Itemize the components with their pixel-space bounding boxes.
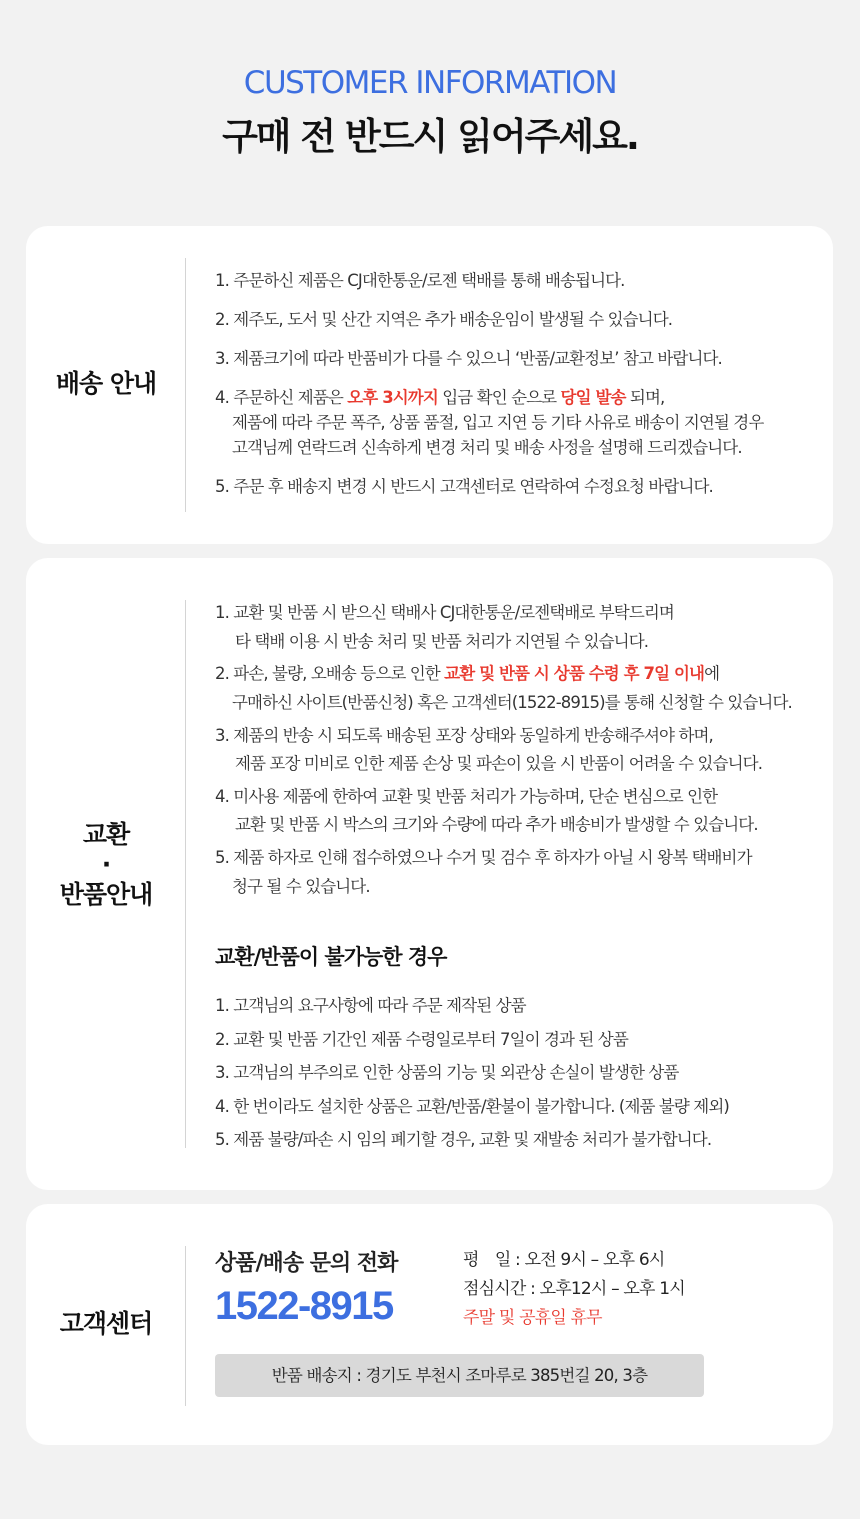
not-allowed-heading: 교환/반품이 불가능한 경우 bbox=[215, 945, 447, 970]
list-item: 5. 제품 불량/파손 시 임의 폐기할 경우, 교환 및 재발송 처리가 불가합니다. bbox=[215, 1130, 712, 1150]
list-item: 1. 고객님의 요구사항에 따라 주문 제작된 상품 bbox=[215, 996, 526, 1016]
return-address-box: 반품 배송지 : 경기도 부천시 조마루로 385번길 20, 3층 bbox=[215, 1354, 704, 1397]
list-item: 4. 주문하신 제품은 오후 3시까지 입금 확인 순으로 당일 발송 되며, 제품에 따라 주문 폭주, 상품 품절, 입고 지연 등 기타 사유로 배송이 지연될 경우 고객님께 연락드려 신속하게 변경 처리 및 배송 사정을 설명해 드리겠습니다. bbox=[215, 388, 764, 457]
list-item: 1. 주문하신 제품은 CJ대한통운/로젠 택배를 통해 배송됩니다. bbox=[215, 271, 625, 290]
customer-center-label: 고객센터 bbox=[59, 1309, 153, 1338]
exchange-list bbox=[215, 599, 819, 901]
list-item: 3. 제품크기에 따라 반품비가 다를 수 있으니 ‘반품/교환정보’ 참고 바랍니다. bbox=[215, 349, 722, 368]
exchange-return-card bbox=[26, 558, 833, 1190]
list-item: 5. 주문 후 배송지 변경 시 반드시 고객센터로 연락하여 수정요청 바랍니다. bbox=[215, 477, 713, 496]
highlight-deadline: 오후 3시까지 bbox=[347, 388, 438, 407]
list-item: 2. 교환 및 반품 기간인 제품 수령일로부터 7일이 경과 된 상품 bbox=[215, 1029, 628, 1049]
phone-number[interactable]: 1522-8915 bbox=[215, 1284, 393, 1328]
list-item: 3. 제품의 반송 시 되도록 배송된 포장 상태와 동일하게 반송해주셔야 하며, 제품 포장 미비로 인한 제품 손상 및 파손이 있을 시 반품이 어려울 수 있습니다. bbox=[215, 725, 763, 774]
not-allowed-list bbox=[215, 989, 819, 1157]
lunch-hours: 점심시간 : 오후12시 – 오후 1시 bbox=[463, 1279, 685, 1299]
list-item: 5. 제품 하자로 인해 접수하였으나 수거 및 검수 후 하자가 아닐 시 왕복 택배비가 청구 될 수 있습니다. bbox=[215, 848, 752, 896]
delivery-content bbox=[215, 268, 819, 499]
section-divider bbox=[185, 600, 186, 1148]
exchange-label: 교환 · 반품안내 bbox=[59, 820, 153, 909]
section-divider bbox=[185, 258, 186, 512]
page-header bbox=[0, 0, 860, 162]
header-eyebrow: CUSTOMER INFORMATION bbox=[243, 65, 617, 101]
section-divider bbox=[185, 1246, 186, 1406]
delivery-list bbox=[215, 268, 819, 499]
list-item: 2. 제주도, 도서 및 산간 지역은 추가 배송운임이 발생될 수 있습니다. bbox=[215, 310, 673, 329]
list-item: 4. 미사용 제품에 한하여 교환 및 반품 처리가 가능하며, 단순 변심으로 인한 교환 및 반품 시 박스의 크기와 수량에 따라 추가 배송비가 발생할 수 있습니다. bbox=[215, 786, 758, 835]
exchange-content bbox=[215, 599, 819, 1157]
list-item: 2. 파손, 불량, 오배송 등으로 인한 교환 및 반품 시 상품 수령 후 7일 이내에 구매하신 사이트(반품신청) 혹은 고객센터(1522-8915)를 통해 신청할 수 있습니다. bbox=[215, 664, 792, 712]
list-item: 1. 교환 및 반품 시 받으신 택배사 CJ대한통운/로젠택배로 부탁드리며 타 택배 이용 시 반송 처리 및 반품 처리가 지연될 수 있습니다. bbox=[215, 603, 674, 651]
page-title: 구매 전 반드시 읽어주세요. bbox=[222, 115, 638, 158]
closed-days: 주말 및 공휴일 휴무 bbox=[463, 1308, 602, 1328]
highlight-return-period: 교환 및 반품 시 상품 수령 후 7일 이내 bbox=[444, 664, 705, 684]
delivery-info-card bbox=[26, 226, 833, 544]
business-hours bbox=[463, 1246, 685, 1333]
phone-inquiry-title: 상품/배송 문의 전화 bbox=[215, 1251, 398, 1276]
list-item: 4. 한 번이라도 설치한 상품은 교환/반품/환불이 불가합니다. (제품 불량 제외) bbox=[215, 1096, 729, 1116]
weekday-hours: 평 일 : 오전 9시 – 오후 6시 bbox=[463, 1250, 665, 1270]
list-item: 3. 고객님의 부주의로 인한 상품의 기능 및 외관상 손실이 발생한 상품 bbox=[215, 1063, 679, 1083]
customer-center-content bbox=[215, 1246, 819, 1406]
highlight-same-day: 당일 발송 bbox=[560, 388, 626, 407]
delivery-label: 배송 안내 bbox=[55, 369, 157, 398]
customer-center-card bbox=[26, 1204, 833, 1445]
